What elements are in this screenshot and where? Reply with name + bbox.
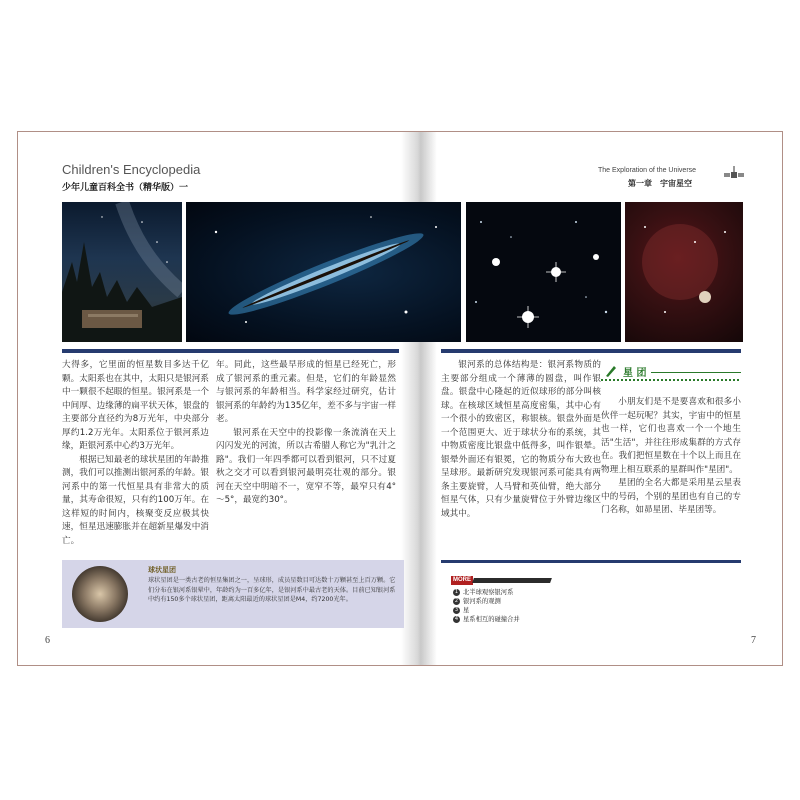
item-number: 3 <box>454 607 459 613</box>
body-paragraph: 根据已知最老的球状星团的年龄推测，我们可以推测出银河系的年龄。银河系中的第一代恒星具有非常大的质量，其寿命很短，只有约100万年。在这样短的时间内，核聚变反应极其快速，恒星迅速膨胀并在超新星爆发中消亡。 <box>62 454 209 546</box>
item-text: 星系相互的碰撞合并 <box>463 616 520 623</box>
section-title-underline <box>651 372 741 373</box>
body-paragraph: 星团的全名大都是采用星云星表中的号码，个别的星团也有自己的专门名称，如昴星团、毕星团等。 <box>601 478 741 515</box>
chapter-title-en: The Exploration of the Universe <box>598 167 697 174</box>
infobox-title: 球状星团 <box>148 566 176 574</box>
more-reading-box <box>441 576 741 636</box>
body-column-3 <box>441 359 601 521</box>
section-dotted-rule <box>601 379 741 381</box>
more-tag: MORE <box>453 577 471 583</box>
page-number-left: 6 <box>45 635 50 646</box>
more-tag-bar <box>472 578 552 583</box>
section-rule-right-bottom <box>441 560 741 563</box>
item-text: 北半球观察银河系 <box>463 589 514 596</box>
item-number: 2 <box>454 598 459 604</box>
book-spread <box>17 131 783 666</box>
header-title-en: Children's Encyclopedia <box>62 162 201 177</box>
star-cluster-section-header <box>601 361 741 383</box>
list-item <box>453 597 520 606</box>
list-item <box>453 615 520 624</box>
list-item <box>453 606 520 615</box>
page-number-right: 7 <box>751 635 756 646</box>
body-paragraph: 年。同此，这些最早形成的恒星已经死亡，形成了银河系的重元素。但是，它们的年龄显然与银河系的年龄相当。科学家经过研究，估计银河系的年龄约为135亿年，差不多与宇宙一样老。 <box>216 360 396 424</box>
body-paragraph: 大得多，它里面的恒星数目多达千亿颗。太阳系也在其中，太阳只是银河系中一颗很不起眼的恒星。银河系是一个中间厚、边缘薄的扁平状天体，银盘的主要部分直径约为8万光年，中央部分厚约1.2万光年。太阳系位于银河系边缘，距银河系中心约3万光年。 <box>62 360 209 451</box>
section-rule-right <box>441 349 741 353</box>
nebula-cluster-photo <box>625 202 743 342</box>
body-column-4 <box>601 396 741 518</box>
item-number: 4 <box>454 616 459 622</box>
chapter-title-cn: 第一章 宇宙星空 <box>628 179 692 188</box>
milky-way-landscape-photo <box>62 202 182 342</box>
body-column-1 <box>62 359 209 548</box>
star-field-photo <box>466 202 621 342</box>
satellite-icon <box>723 165 745 185</box>
header-title-cn: 少年儿童百科全书（精华版）一 <box>62 183 189 193</box>
item-text: 星 <box>463 607 470 614</box>
body-paragraph: 银河系的总体结构是：银河系物质的主要部分组成一个薄薄的圆盘，叫作银盘。银盘中心隆起的近似球形的部分叫核球。在核球区域恒星高度密集，其中心有一个很小的致密区，称银核。银盘外面是一个范围更大、近于球状分布的系统，其中物质密度比银盘中低得多，叫作银晕。银晕外面还有银冕，它的物质分布大致也呈球形。最新研究发现银河系可能具有两条主要旋臂，人马臂和英仙臂，绝大部分恒星气体，只有少量旋臂位于外臂边缘区域其中。 <box>441 360 601 519</box>
body-paragraph: 小朋友们是不是要喜欢和很多小伙伴一起玩呢？其实，宇宙中的恒星也一样，它们也喜欢一个一个地生活"生活"，并往往形成集群的方式存在。我们把恒星数在十个以上而且在物理上相互联系的星群叫作"星团"。 <box>601 397 741 475</box>
globular-cluster-photo <box>72 566 128 622</box>
list-item <box>453 588 520 597</box>
item-number: 1 <box>454 589 459 595</box>
pen-icon <box>604 364 618 378</box>
item-text: 银河系的观测 <box>463 598 501 605</box>
body-paragraph: 银河系在天空中的投影像一条流淌在天上闪闪发光的河流，所以古希腊人称它为"乳汁之路"。我们一年四季都可以看到银河，只不过夏秋之交才可以看到银河最明亮壮观的部分。银河在天空中明暗不一，宽窄不等，最窄只有4°～5°，最宽约30°。 <box>216 427 396 505</box>
globular-cluster-infobox <box>62 560 404 628</box>
more-list <box>453 588 520 624</box>
body-column-2 <box>216 359 396 508</box>
section-rule-left <box>62 349 399 353</box>
section-title: 星 团 <box>623 368 647 379</box>
edge-on-galaxy-photo <box>186 202 461 342</box>
infobox-text: 球状星团是一类古老的恒星集团之一，呈球形，成员星数目可达数十万颗甚至上百万颗。它们分布在银河系银晕中，年龄约为一百多亿年，是银河系中最古老的天体。目前已知银河系中约有150多个球状星团，距离太阳最近的球状星团是M4，约7200光年。 <box>148 577 396 603</box>
